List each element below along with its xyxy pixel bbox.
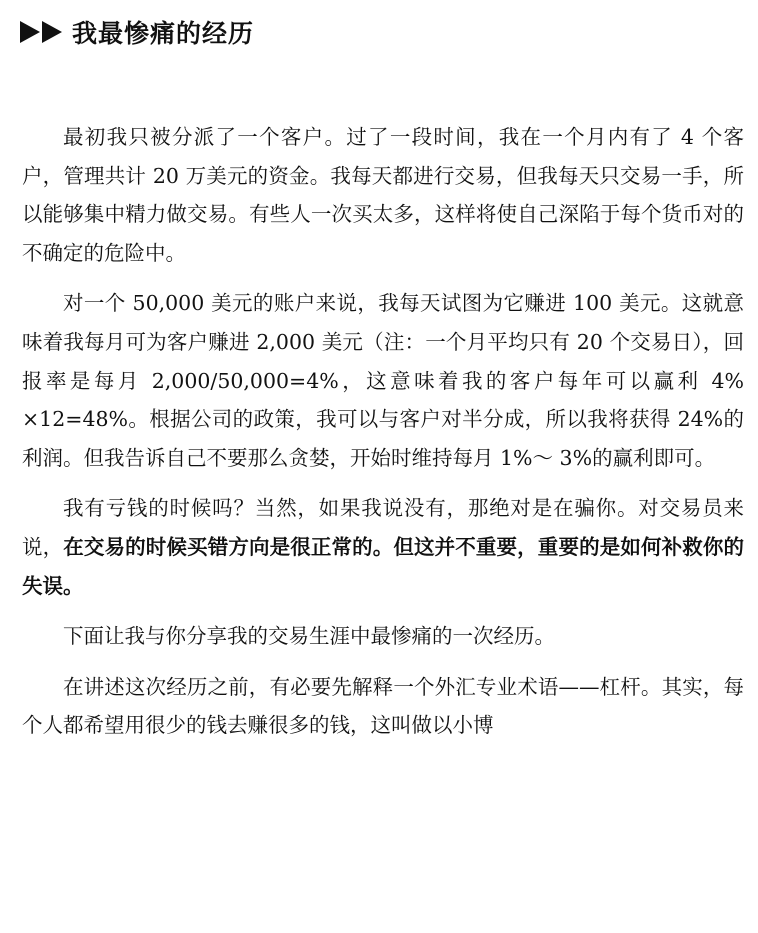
paragraph-1: 最初我只被分派了一个客户。过了一段时间，我在一个月内有了 4 个客户，管理共计 20 万美元的资金。我每天都进行交易，但我每天只交易一手，所以能够集中精力做交易。有些人一次买太多，这样将使自己深陷于每个货币对的不确定的危险中。 xyxy=(22,125,744,265)
body-text xyxy=(22,118,744,757)
section-title: 我最惨痛的经历 xyxy=(72,19,255,48)
double-play-arrows-icon xyxy=(20,19,66,45)
paragraph-3-bold-text: 在交易的时候买错方向是很正常的。但这并不重要，重要的是如何补救你的失误。 xyxy=(22,534,744,598)
paragraph-2: 对一个 50,000 美元的账户来说，我每天试图为它赚进 100 美元。这就意味着我每月可为客户赚进 2,000 美元（注：一个月平均只有 20 个交易日），回报率是每月 2,000/50,000=4%，这意味着我的客户每年可以赢利 4% ×12=48%。根据公司的政策，我可以与客户对半分成，所以我将获得 24%的利润。但我告诉自己不要那么贪婪，开始时维持每月 1%～ 3%的赢利即可。 xyxy=(22,291,744,470)
paragraph-4: 下面让我与你分享我的交易生涯中最惨痛的一次经历。 xyxy=(63,624,555,649)
paragraph-5: 在讲述这次经历之前，有必要先解释一个外汇专业术语——杠杆。其实，每个人都希望用很少的钱去赚很多的钱，这叫做以小博 xyxy=(22,674,744,738)
paragraph-3 xyxy=(22,489,744,605)
section-heading xyxy=(20,14,254,50)
paragraph-3-text: 我有亏钱的时候吗？当然，如果我说没有，那绝对是在骗你。对交易员来说， xyxy=(22,496,744,559)
